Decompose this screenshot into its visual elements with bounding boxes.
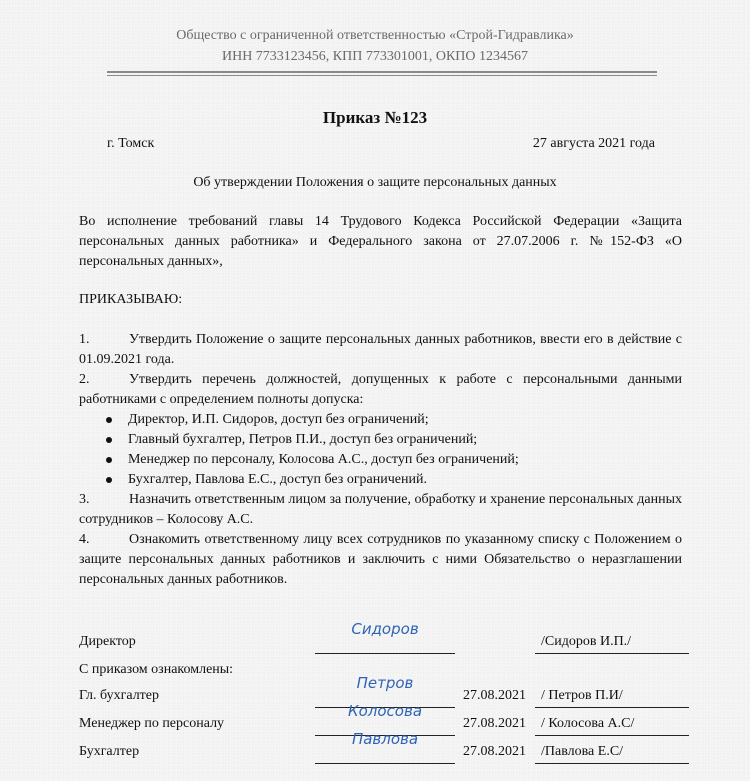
order-subject: Об утверждении Положения о защите персональных данных [193,175,557,190]
item-text: Утвердить перечень должностей, допущенных к работе с персональными данными работниками с определением полноты допуска: [79,372,682,407]
handwritten-signature: Колосова [347,702,423,720]
signer-role: Бухгалтер [79,744,140,759]
handwritten-signature: Павлова [351,730,419,748]
name-line [535,653,689,654]
company-ids: ИНН 7733123456, КПП 773301001, ОКПО 1234567 [221,49,529,64]
header-rule [107,71,657,73]
item-text: Назначить ответственным лицом за получение, обработку и хранение персональных данных сотрудников – Колосову А.С. [79,492,682,527]
signer-role: Менеджер по персоналу [79,716,225,731]
signer-name: / Колосова А.С/ [541,716,635,731]
item-number: 3. [79,492,90,507]
header-rule-thin [107,75,657,76]
order-item-3 [79,490,682,530]
position-item: Менеджер по персоналу, Колосова А.С., доступ без ограничений; [79,450,682,470]
signature-date: 27.08.2021 [463,716,526,731]
signer-name: /Павлова Е.С/ [541,744,624,759]
position-item: Директор, И.П. Сидоров, доступ без ограничений; [79,410,682,430]
signature-date: 27.08.2021 [463,744,526,759]
handwritten-signature: Петров [356,674,414,692]
order-item-4 [79,530,682,590]
order-city: г. Томск [107,136,155,151]
position-list [79,410,682,490]
signature-line [315,763,455,764]
handwritten-signature: Сидоров [351,620,419,638]
signer-name: / Петров П.И/ [541,688,623,703]
item-number: 1. [79,332,90,347]
item-number: 4. [79,532,90,547]
name-line [535,735,689,736]
signature-row [79,730,689,764]
order-item-2 [79,370,682,410]
company-name: Общество с ограниченной ответственностью «Строй-Гидравлика» [176,28,574,43]
signer-role: Директор [79,634,136,649]
signer-role: Гл. бухгалтер [79,688,160,703]
signer-name: /Сидоров И.П./ [541,634,632,649]
signature-row-director [79,620,689,654]
name-line [535,763,689,764]
order-item-1 [79,330,682,370]
order-command: ПРИКАЗЫВАЮ: [79,292,183,307]
name-line [535,707,689,708]
order-intro: Во исполнение требований главы 14 Трудового Кодекса Российской Федерации «Защита персональных данных работника» и Федерального закона от 27.07.2006 г. №152-ФЗ «О персональных данных», [79,214,682,269]
signature-line [315,653,455,654]
acquainted-label: С приказом ознакомлены: [79,662,234,677]
position-item: Бухгалтер, Павлова Е.С., доступ без ограничений. [79,470,682,490]
order-title: Приказ №123 [322,108,428,127]
order-date: 27 августа 2021 года [532,136,655,151]
item-text: Утвердить Положение о защите персональных данных работников, ввести его в действие с 01.09.2021 года. [79,332,682,367]
item-number: 2. [79,372,90,387]
item-text: Ознакомить ответственному лицу всех сотрудников по указанному списку с Положением о защите персональных данных работников и заключить с ними Обязательство о неразглашении персональных данных работников. [79,532,682,587]
position-item: Главный бухгалтер, Петров П.И., доступ без ограничений; [79,430,682,450]
signature-date: 27.08.2021 [463,688,526,703]
order-items [79,330,682,590]
